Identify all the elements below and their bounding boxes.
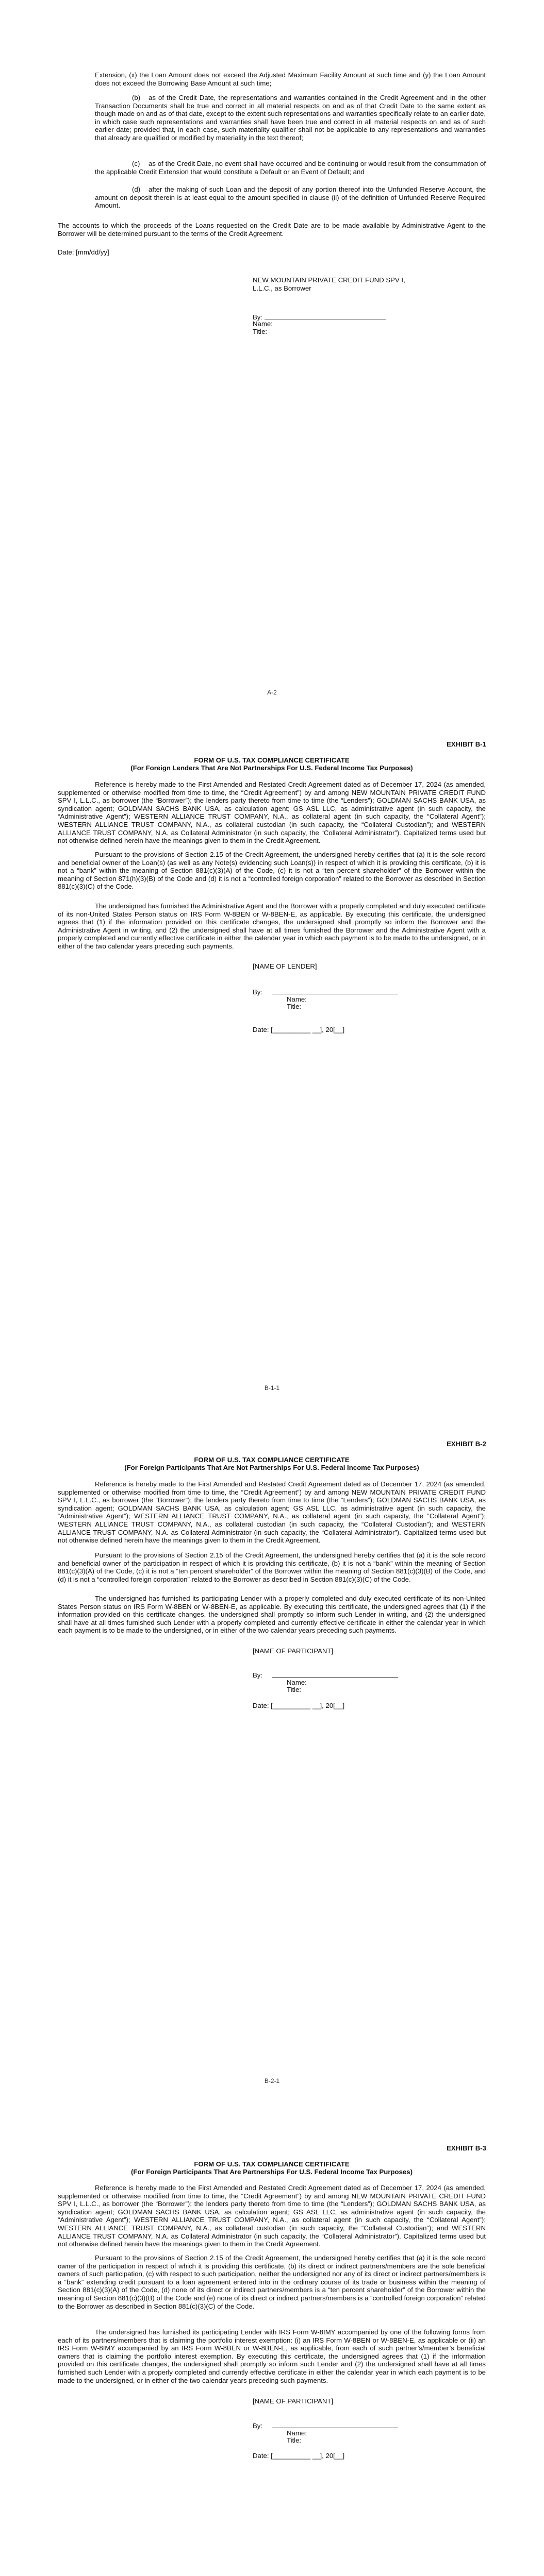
form-subtitle: (For Foreign Participants That Are Not Partnerships For U.S. Federal Income Tax Purposes) <box>124 1464 419 1471</box>
signature-date: Date: [__________ __], 20[__] <box>253 1026 345 1033</box>
by-label: By: <box>253 2422 263 2430</box>
signature-by <box>253 988 398 996</box>
by-label: By: <box>253 313 263 321</box>
form-subtitle: (For Foreign Lenders That Are Not Partnerships For U.S. Federal Income Tax Purposes) <box>130 764 413 772</box>
signature-title-label: Title: <box>287 1686 302 1693</box>
name-of-participant: [NAME OF PARTICIPANT] <box>253 2397 334 2405</box>
paragraph-reference: Reference is hereby made to the First Amended and Restated Credit Agreement dated as of December 17, 2024 (as amended, supplemented or otherwise modified from time to time, the “Credit Agreement”) by and among NEW MOUNTAIN PRIVATE CREDIT FUND SPV I, L.L.C., as borrower (the “Borrower”); the lenders party thereto from time to time (the “Lenders”); GOLDMAN SACHS BANK USA, as syndication agent; GOLDMAN SACHS BANK USA, as calculation agent; GS ASL LLC, as administrative agent (in such capacity, the “Administrative Agent”); WESTERN ALLIANCE TRUST COMPANY, N.A., as collateral agent (in such capacity, the “Collateral Agent”); WESTERN ALLIANCE TRUST COMPANY, N.A., as collateral custodian (in such capacity, the “Collateral Custodian”); and WESTERN ALLIANCE TRUST COMPANY, N.A. as Collateral Administrator (in such capacity, the “Collateral Administrator”). Capitalized terms used but not otherwise defined herein have the meanings given to them in the Credit Agreement. <box>58 2184 486 2248</box>
borrower-name-line2: L.L.C., as Borrower <box>253 284 311 292</box>
signature-title-label: Title: <box>287 2436 302 2444</box>
signature-name-label: Name: <box>287 1679 307 1686</box>
form-subtitle: (For Foreign Participants That Are Partnerships For U.S. Federal Income Tax Purposes) <box>131 2168 413 2176</box>
signature-line <box>272 1671 398 1677</box>
clause-b-body: as of the Credit Date, the representations and warranties contained in the Credit Agreement and in the other Transaction Documents shall be true and correct in all material respects on and as of that Credit Date to the same extent as though made on and as of that date, except to the extent such representations and warranties specifically relate to an earlier date, in which case such representations and warranties shall have been true and correct in all material respects on and as of such earlier date; provided that, in each case, such materiality qualifier shall not be applicable to any representations and warranties that already are qualified or modified by materiality in the text thereof; <box>95 94 486 142</box>
form-title: FORM OF U.S. TAX COMPLIANCE CERTIFICATE <box>194 756 350 764</box>
paragraph-furnished: The undersigned has furnished its participating Lender with IRS Form W-8IMY accompanied by one of the following forms from each of its partners/members that is claiming the portfolio interest exemption: (i) an IRS Form W-8BEN or W-8BEN-E, as applicable or (ii) an IRS Form W-8IMY accompanied by an IRS Form W-8BEN or W-8BEN-E, as applicable, from each of such partner’s/member’s beneficial owners that is claiming the portfolio interest exemption. By executing this certificate, the undersigned agrees that (1) if the information provided on this certificate changes, the undersigned shall promptly so inform such Lender and (2) the undersigned shall have at all times furnished such Lender with a properly completed and currently effective certificate in either the calendar year in which each payment is to be made to the undersigned, or in either of the two calendar years preceding such payments. <box>58 2328 486 2384</box>
clause-d-text <box>95 185 486 210</box>
by-label: By: <box>253 988 263 996</box>
signature-name-label: Name: <box>287 995 307 1003</box>
page-b1 <box>0 703 544 1406</box>
signature-title-label: Title: <box>287 1003 302 1010</box>
page-b2 <box>0 1406 544 2110</box>
signature-line <box>265 313 386 319</box>
paragraph-continuation: Extension, (x) the Loan Amount does not exceed the Adjusted Maximum Facility Amount at such time and (y) the Loan Amount does not exceed the Borrowing Base Amount at such time; <box>95 71 486 87</box>
exhibit-label: EXHIBIT B-1 <box>447 740 486 748</box>
accounts-paragraph: The accounts to which the proceeds of the Loans requested on the Credit Date are to be made available by Administrative Agent to the Borrower will be determined pursuant to the terms of the Credit Agreement. <box>58 222 486 238</box>
clause-c-text <box>95 160 486 176</box>
form-title: FORM OF U.S. TAX COMPLIANCE CERTIFICATE <box>194 2160 350 2168</box>
paragraph-reference: Reference is hereby made to the First Amended and Restated Credit Agreement dated as of December 17, 2024 (as amended, supplemented or otherwise modified from time to time, the “Credit Agreement”) by and among NEW MOUNTAIN PRIVATE CREDIT FUND SPV I, L.L.C., as borrower (the “Borrower”); the lenders party thereto from time to time (the “Lenders”); GOLDMAN SACHS BANK USA, as syndication agent; GOLDMAN SACHS BANK USA, as calculation agent; GS ASL LLC, as administrative agent (in such capacity, the “Administrative Agent”); WESTERN ALLIANCE TRUST COMPANY, N.A., as collateral agent (in such capacity, the “Collateral Agent”); WESTERN ALLIANCE TRUST COMPANY, N.A., as collateral custodian (in such capacity, the “Collateral Custodian”); and WESTERN ALLIANCE TRUST COMPANY, N.A. as Collateral Administrator (in such capacity, the “Collateral Administrator”). Capitalized terms used but not otherwise defined herein have the meanings given to them in the Credit Agreement. <box>58 781 486 845</box>
paragraph-reference: Reference is hereby made to the First Amended and Restated Credit Agreement dated as of December 17, 2024 (as amended, supplemented or otherwise modified from time to time, the “Credit Agreement”) by and among NEW MOUNTAIN PRIVATE CREDIT FUND SPV I, L.L.C., as borrower (the “Borrower”); the lenders party thereto from time to time (the “Lenders”); GOLDMAN SACHS BANK USA, as syndication agent; GOLDMAN SACHS BANK USA, as calculation agent; GS ASL LLC, as administrative agent (in such capacity, the “Administrative Agent”); WESTERN ALLIANCE TRUST COMPANY, N.A., as collateral agent (in such capacity, the “Collateral Agent”); WESTERN ALLIANCE TRUST COMPANY, N.A., as collateral custodian (in such capacity, the “Collateral Custodian”); and WESTERN ALLIANCE TRUST COMPANY, N.A. as Collateral Administrator (in such capacity, the “Collateral Administrator”). Capitalized terms used but not otherwise defined herein have the meanings given to them in the Credit Agreement. <box>58 1480 486 1545</box>
signature-by <box>253 1671 398 1680</box>
page-b3 <box>0 2110 544 2576</box>
name-of-lender: [NAME OF LENDER] <box>253 962 317 970</box>
signature-by <box>253 2421 398 2430</box>
page-number: B-1-1 <box>264 1384 280 1392</box>
name-of-participant: [NAME OF PARTICIPANT] <box>253 1647 334 1655</box>
clause-b-label: (b) <box>132 94 141 101</box>
paragraph-certification: Pursuant to the provisions of Section 2.15 of the Credit Agreement, the undersigned hereby certifies that (a) it is the sole record owner of the participation in respect of which it is providing this certificate, (b) its direct or indirect partners/members are the sole beneficial owners of such participation, (c) with respect to such participation, neither the undersigned nor any of its direct or indirect partners/members is a “bank” extending credit pursuant to a loan agreement entered into in the ordinary course of its trade or business within the meaning of Section 881(c)(3)(A) of the Code, (d) none of its direct or indirect partners/members is a “ten percent shareholder” of the Borrower within the meaning of Section 881(c)(3)(B) of the Code and (e) none of its direct or indirect partners/members is a “controlled foreign corporation” related to the Borrower as described in Section 881(c)(3)(C) of the Code. <box>58 2254 486 2310</box>
borrower-name-line1: NEW MOUNTAIN PRIVATE CREDIT FUND SPV I, <box>253 276 405 284</box>
signature-name-label: Name: <box>253 320 273 328</box>
signature-line <box>272 2421 398 2428</box>
signature-date: Date: [__________ __], 20[__] <box>253 1702 345 1709</box>
paragraph-certification: Pursuant to the provisions of Section 2.15 of the Credit Agreement, the undersigned hereby certifies that (a) it is the sole record and beneficial owner of the Loan(s) (as well as any Note(s) evidencing such Loan(s)) in respect of which it is providing this certificate, (b) it is not a “bank” within the meaning of Section 881(c)(3)(A) of the Code, (c) it is not a “ten percent shareholder” of the Borrower within the meaning of Section 871(h)(3)(B) of the Code and (d) it is not a “controlled foreign corporation” related to the Borrower as described in Section 881(c)(3)(C) of the Code. <box>58 851 486 891</box>
by-label: By: <box>253 1671 263 1679</box>
paragraph-furnished: The undersigned has furnished the Administrative Agent and the Borrower with a properly completed and duly executed certificate of its non-United States Person status on IRS Form W-8BEN or W-8BEN-E, as applicable. By executing this certificate, the undersigned agrees that (1) if the information provided on this certificate changes, the undersigned shall promptly so inform the Borrower and the Administrative Agent in writing, and (2) the undersigned shall have at all times furnished the Borrower and the Administrative Agent with a properly completed and currently effective certificate in either the calendar year in which each payment is to be made to the undersigned, or in either of the two calendar years preceding such payments. <box>58 902 486 950</box>
date-line: Date: [mm/dd/yy] <box>58 248 109 256</box>
clause-b-text <box>95 94 486 142</box>
signature-title-label: Title: <box>253 328 268 335</box>
paragraph-furnished: The undersigned has furnished its participating Lender with a properly completed and duly executed certificate of its non-United States Person status on IRS Form W-8BEN or W-8BEN-E, as applicable. By executing this certificate, the undersigned agrees that (1) if the information provided on this certificate changes, the undersigned shall promptly so inform such Lender in writing, and (2) the undersigned shall have at all times furnished such Lender with a properly completed and currently effective certificate in either the calendar year in which each payment is to be made to the undersigned, or in either of the two calendar years preceding such payments. <box>58 1595 486 1635</box>
clause-d-label: (d) <box>132 185 141 193</box>
paragraph-certification: Pursuant to the provisions of Section 2.15 of the Credit Agreement, the undersigned hereby certifies that (a) it is the sole record and beneficial owner of the participation in respect of which it is providing this certificate, (b) it is not a “bank” within the meaning of Section 881(c)(3)(A) of the Code, (c) it is not a “ten percent shareholder” of the Borrower within the meaning of Section 881(c)(3)(B) of the Code, and (d) it is not a “controlled foreign corporation” related to the Borrower as described in Section 881(c)(3)(C) of the Code. <box>58 1551 486 1583</box>
signature-line <box>272 988 398 994</box>
signature-date: Date: [__________ __], 20[__] <box>253 2452 345 2460</box>
form-title: FORM OF U.S. TAX COMPLIANCE CERTIFICATE <box>194 1456 350 1464</box>
page-a2 <box>0 0 544 703</box>
page-number: B-2-1 <box>264 2077 280 2084</box>
page-number: A-2 <box>267 689 277 696</box>
clause-c-body: as of the Credit Date, no event shall have occurred and be continuing or would result from the consummation of the applicable Credit Extension that would constitute a Default or an Event of Default; and <box>95 160 486 176</box>
exhibit-label: EXHIBIT B-3 <box>447 2144 486 2152</box>
signature-name-label: Name: <box>287 2429 307 2437</box>
clause-d-body: after the making of such Loan and the deposit of any portion thereof into the Unfunded Reserve Account, the amount on deposit therein is at least equal to the amount specified in clause (ii) of the definition of Unfunded Reserve Required Amount. <box>95 185 486 210</box>
clause-c-label: (c) <box>132 160 140 167</box>
exhibit-label: EXHIBIT B-2 <box>447 1440 486 1448</box>
